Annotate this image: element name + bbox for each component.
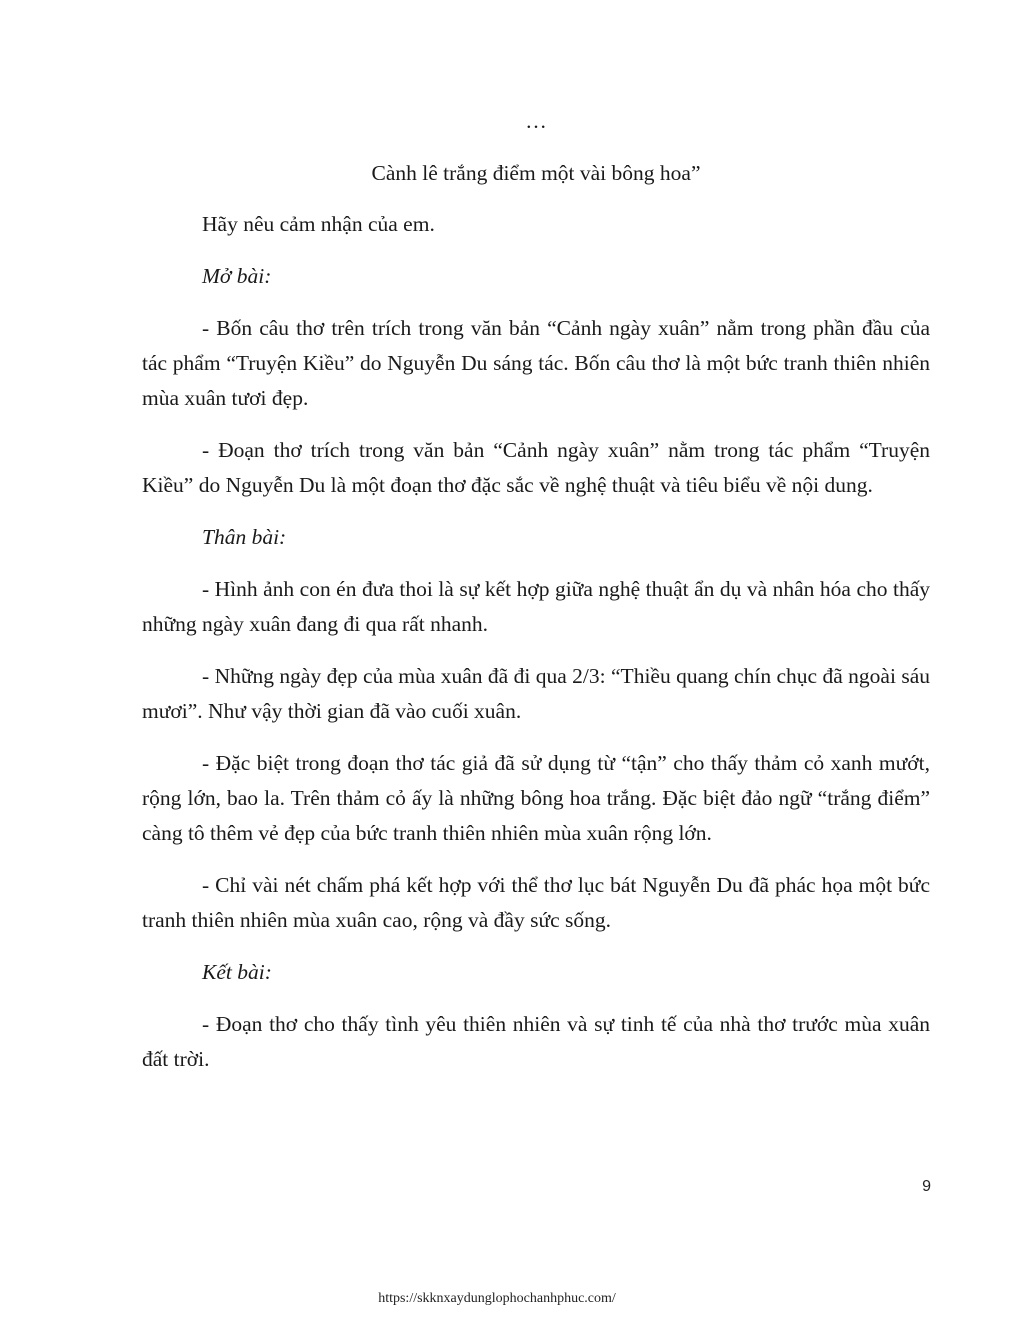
page-number: 9 (922, 1178, 931, 1195)
conclusion-heading: Kết bài: (202, 960, 272, 984)
body-paragraph: - Những ngày đẹp của mùa xuân đã đi qua 2/3: “Thiều quang chín chục đã ngoài sáu mươi”. Như vậy thời gian đã vào cuối xuân. (142, 664, 930, 723)
intro-paragraph: - Đoạn thơ trích trong văn bản “Cảnh ngày xuân” nằm trong tác phẩm “Truyện Kiều” do Nguyễn Du là một đoạn thơ đặc sắc về nghệ thuật và tiêu biểu về nội dung. (142, 438, 930, 497)
body-paragraph: - Chỉ vài nét chấm phá kết hợp với thể thơ lục bát Nguyễn Du đã phác họa một bức tranh thiên nhiên mùa xuân cao, rộng và đầy sức sống. (142, 873, 930, 932)
ellipsis: … (525, 109, 547, 133)
body-paragraph: - Đặc biệt trong đoạn thơ tác giả đã sử dụng từ “tận” cho thấy thảm cỏ xanh mướt, rộng lớn, bao la. Trên thảm cỏ ấy là những bông hoa trắng. Đặc biệt đảo ngữ “trắng điểm” càng tô thêm vẻ đẹp của bức tranh thiên nhiên mùa xuân rộng lớn. (142, 751, 930, 845)
question-prompt: Hãy nêu cảm nhận của em. (202, 212, 435, 236)
body-heading: Thân bài: (202, 525, 287, 549)
intro-heading: Mở bài: (202, 264, 272, 288)
body-paragraph: - Hình ảnh con én đưa thoi là sự kết hợp giữa nghệ thuật ẩn dụ và nhân hóa cho thấy những ngày xuân đang đi qua rất nhanh. (142, 577, 930, 636)
footer-url[interactable]: https://skknxaydunglophochanhphuc.com/ (378, 1291, 616, 1306)
conclusion-paragraph: - Đoạn thơ cho thấy tình yêu thiên nhiên và sự tinh tế của nhà thơ trước mùa xuân đất trời. (142, 1012, 930, 1071)
poem-line: Cành lê trắng điểm một vài bông hoa” (371, 161, 701, 185)
intro-paragraph: - Bốn câu thơ trên trích trong văn bản “Cảnh ngày xuân” nằm trong phần đầu của tác phẩm “Truyện Kiều” do Nguyễn Du sáng tác. Bốn câu thơ là một bức tranh thiên nhiên mùa xuân tươi đẹp. (142, 316, 930, 410)
page-body (142, 104, 930, 1094)
